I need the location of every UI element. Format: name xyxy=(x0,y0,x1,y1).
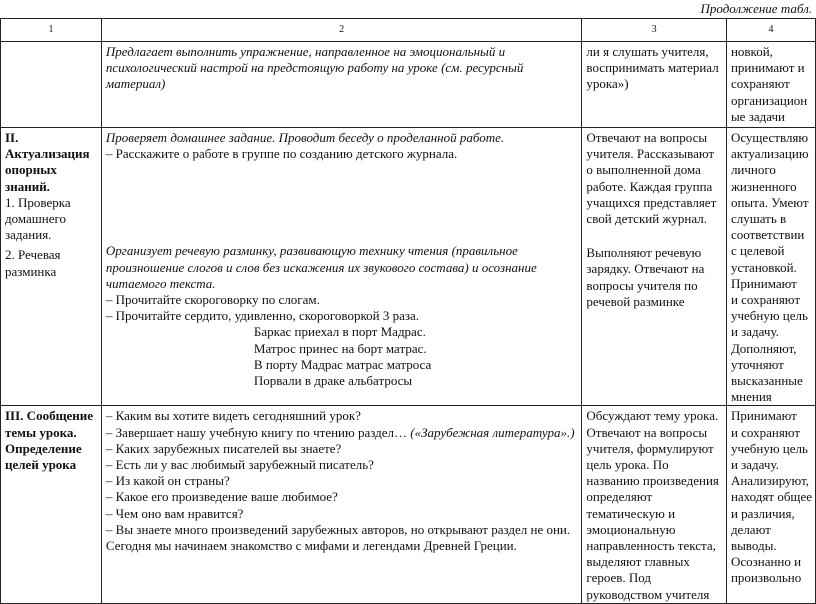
stage-heading-line: темы урока. xyxy=(5,424,77,440)
uud-line: Принимают xyxy=(730,408,797,424)
uud-line: и задачу. xyxy=(730,457,779,473)
teacher-question: – Есть ли у вас любимый зарубежный писатель? xyxy=(105,457,374,473)
stage-item-warmup: 2. Речевая разминка xyxy=(5,247,61,279)
table-row-emotional-setup xyxy=(1,42,816,128)
column-number-1: 1 xyxy=(1,19,102,42)
teacher-activity-cell xyxy=(101,128,582,406)
column-number-3: 3 xyxy=(582,19,727,42)
uud-line: жизненного xyxy=(730,178,797,194)
uud-line: и задачу. xyxy=(730,324,779,340)
stage-heading-line: знаний. xyxy=(5,178,50,194)
uud-line: Дополняют, xyxy=(730,340,797,356)
uud-cell xyxy=(726,406,815,603)
uud-line: уточняют xyxy=(730,356,784,372)
uud-line: новкой, xyxy=(730,44,773,59)
stage-heading-line: целей урока xyxy=(5,457,77,473)
stage-cell-actualization xyxy=(1,128,102,406)
teacher-text: Организует речевую разминку, развивающую технику чтения (правильное произношение слогов и слов без искажения их звукового состава) и осознание читаемого текста. xyxy=(105,243,537,291)
teacher-question xyxy=(106,425,579,441)
teacher-question-answer: («Зарубежная литература».) xyxy=(410,424,575,440)
teacher-question-text: – Завершает нашу учебную книгу по чтению раздел… xyxy=(105,424,411,440)
uud-line: актуализацию xyxy=(730,146,809,162)
uud-line: опыта. Умеют xyxy=(730,194,809,210)
stage-heading-line: III. Сообщение xyxy=(5,408,94,424)
uud-line: сохраняют xyxy=(730,76,790,92)
stage-heading-line: Актуализация xyxy=(5,146,90,162)
uud-line: и сохраняют xyxy=(730,292,801,308)
stage-cell-empty xyxy=(1,42,102,128)
uud-line: мнения xyxy=(730,389,772,405)
column-number-2: 2 xyxy=(101,19,582,42)
uud-line: Анализируют, xyxy=(730,473,810,489)
stage-heading-line: II. xyxy=(5,130,19,145)
teacher-text: Проверяет домашнее задание. Проводит беседу о проделанной работе. xyxy=(105,130,505,145)
tongue-twister-line: Матрос принес на борт матрас. xyxy=(253,340,427,356)
uud-cell xyxy=(726,128,815,406)
teacher-question: – Какое его произведение ваше любимое? xyxy=(105,489,338,505)
uud-line: установкой. xyxy=(730,259,797,275)
uud-line: делают xyxy=(730,521,771,537)
continuation-label: Продолжение табл. xyxy=(700,1,812,16)
uud-line: учебную цель xyxy=(730,308,808,324)
teacher-text: – Расскажите о работе в группе по созданию детского журнала. xyxy=(105,146,458,162)
student-activity-cell: ли я слушать учителя, воспринимать материал урока») xyxy=(582,42,727,128)
uud-line: и сохраняют xyxy=(730,424,801,440)
tongue-twister-line: Баркас приехал в порт Мадрас. xyxy=(253,324,426,340)
teacher-text: – Прочитайте сердито, удивленно, скороговоркой 3 раза. xyxy=(105,308,419,324)
table-row-actualization xyxy=(1,128,816,406)
teacher-text: – Прочитайте скороговорку по слогам. xyxy=(105,292,320,308)
uud-line: выводы. xyxy=(730,538,777,554)
column-number-4: 4 xyxy=(726,19,815,42)
lesson-table xyxy=(0,18,816,604)
table-row-lesson-topic xyxy=(1,406,816,603)
stage-cell-topic xyxy=(1,406,102,603)
tongue-twister-line: В порту Мадрас матрас матроса xyxy=(253,356,432,372)
uud-line: произвольно xyxy=(730,570,802,586)
teacher-question: – Каким вы хотите видеть сегодняшний урок? xyxy=(105,408,361,424)
uud-line: личного xyxy=(730,162,776,178)
uud-line: соответствии xyxy=(730,227,805,243)
teacher-question: – Каких зарубежных писателей вы знаете? xyxy=(105,440,342,456)
column-number-row xyxy=(1,19,816,42)
tongue-twister-line: Порвали в драке альбатросы xyxy=(253,373,413,389)
stage-item-homework: 1. Проверка домашнего задания. xyxy=(5,194,71,243)
uud-line: принимают и xyxy=(730,60,805,76)
uud-line: учебную цель xyxy=(730,440,808,456)
uud-line: Осуществляю xyxy=(730,130,809,145)
student-activity-cell: Обсуждают тему урока. Отвечают на вопросы учителя, формулируют цель урока. По названию произведения определяют тематическую и эмоциональную направленность текста, выделяют главных героев. Под руководством учителя xyxy=(582,406,727,603)
uud-line: ые задачи xyxy=(730,108,785,124)
student-text: Выполняют речевую зарядку. Отвечают на вопросы учителя по речевой разминке xyxy=(586,245,705,309)
uud-line: и различия, xyxy=(730,505,795,521)
uud-line: находят общее xyxy=(730,489,812,505)
uud-line: с целевой xyxy=(730,243,785,259)
teacher-activity-cell: Предлагает выполнить упражнение, направленное на эмоциональный и психологический настрой на предстоящую работу на уроке (см. ресурсный материал) xyxy=(101,42,582,128)
student-text: Отвечают на вопросы учителя. Рассказывают о выполненной дома работе. Каждая группа учащихся представляет свой детский журнал. xyxy=(586,130,717,227)
uud-cell xyxy=(726,42,815,128)
uud-line: Принимают xyxy=(730,275,797,291)
teacher-question: – Из какой он страны? xyxy=(105,473,230,489)
student-activity-cell xyxy=(582,128,727,406)
stage-heading-line: Определение xyxy=(5,440,82,456)
uud-line: высказанные xyxy=(730,373,803,389)
teacher-question: – Чем оно вам нравится? xyxy=(105,505,244,521)
uud-line: организацион xyxy=(730,92,808,108)
teacher-question: – Вы знаете много произведений зарубежных авторов, но открывают раздел не они. Сегодня мы начинаем знакомство с мифами и легендами Древней Греции. xyxy=(105,521,571,554)
teacher-activity-cell xyxy=(101,406,582,603)
stage-heading-line: опорных xyxy=(5,162,57,178)
uud-line: Осознанно и xyxy=(730,554,802,570)
uud-line: слушать в xyxy=(730,211,787,227)
